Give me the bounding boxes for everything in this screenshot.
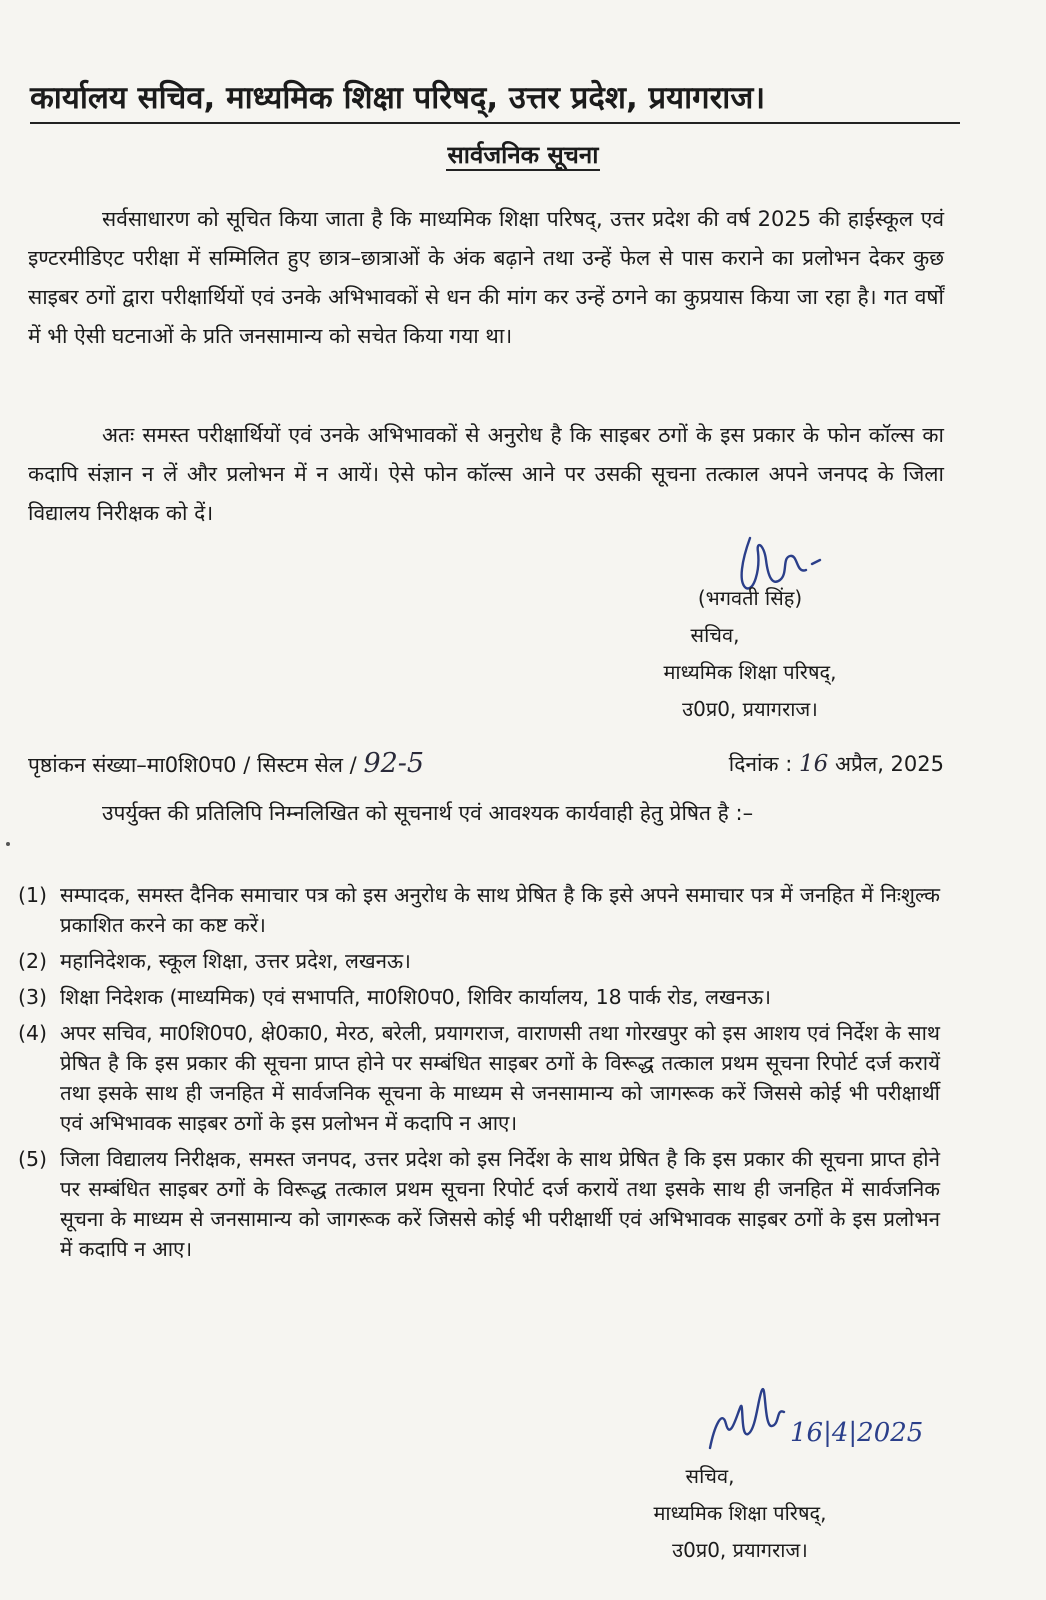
signatory-name: (भगवती सिंह)	[697, 586, 803, 610]
signature-block-2	[610, 1458, 870, 1569]
list-item	[18, 1018, 940, 1138]
list-item	[18, 946, 940, 976]
list-item-number: (3)	[18, 985, 48, 1009]
reference-number: 92-5	[363, 748, 425, 779]
signature-block-1	[620, 580, 880, 728]
list-item	[18, 1144, 940, 1264]
signatory-designation: सचिव,	[690, 623, 740, 647]
signatory-organization: माध्यमिक शिक्षा परिषद्,	[663, 660, 837, 684]
notice-title	[0, 138, 1046, 171]
list-item	[18, 982, 940, 1012]
notice-title-text: सार्वजनिक सूचना	[447, 141, 599, 169]
reference-line	[28, 744, 944, 784]
list-item-number: (4)	[18, 1021, 48, 1045]
copy-intro: उपर्युक्त की प्रतिलिपि निम्नलिखित को सूचनार्थ एवं आवश्यक कार्यवाही हेतु प्रेषित है :–	[102, 801, 754, 825]
signatory-designation: सचिव,	[685, 1464, 735, 1488]
list-item-text: महानिदेशक, स्कूल शिक्षा, उत्तर प्रदेश, लखनऊ।	[60, 949, 411, 973]
list-item-number: (1)	[18, 883, 48, 907]
list-item-text: अपर सचिव, मा0शि0प0, क्षे0का0, मेरठ, बरेली, प्रयागराज, वाराणसी तथा गोरखपुर को इस आशय एवं निर्देश के साथ प्रेषित है कि इस प्रकार की सूचना प्राप्त होने पर सम्बंधित साइबर ठगों के विरूद्ध तत्काल प्रथम सूचना रिपोर्ट दर्ज करायें तथा इसके साथ ही जनहित में सार्वजनिक सूचना के माध्यम से जनसामान्य को जागरूक करें जिससे कोई भी परीक्षार्थी एवं अभिभावक साइबर ठगों के इस प्रलोभन में कदापि न आए।	[60, 1021, 940, 1135]
date-day: 16	[799, 751, 829, 777]
signatory-location: उ0प्र0, प्रयागराज।	[672, 1538, 808, 1562]
signatory-organization: माध्यमिक शिक्षा परिषद्,	[653, 1501, 827, 1525]
paragraph-2: अतः समस्त परीक्षार्थियों एवं उनके अभिभावकों से अनुरोध है कि साइबर ठगों के इस प्रकार के फोन कॉल्स का कदापि संज्ञान न लें और प्रलोभन में न आयें। ऐसे फोन कॉल्स आने पर उसकी सूचना तत्काल अपने जनपद के जिला विद्यालय निरीक्षक को दें।	[28, 423, 944, 525]
copy-list	[18, 880, 940, 1270]
list-item-number: (5)	[18, 1147, 48, 1171]
handwritten-date: 16|4|2025	[790, 1418, 924, 1448]
date-label: दिनांक :	[728, 752, 793, 776]
date-rest: अप्रैल, 2025	[834, 752, 944, 776]
list-item	[18, 880, 940, 940]
reference-label: पृष्ठांकन संख्या–मा0शि0प0 / सिस्टम सेल /	[28, 753, 357, 777]
paragraph-1: सर्वसाधारण को सूचित किया जाता है कि माध्यमिक शिक्षा परिषद्, उत्तर प्रदेश की वर्ष 2025 की हाईस्कूल एवं इण्टरमीडिएट परीक्षा में सम्मिलित हुए छात्र–छात्राओं के अंक बढ़ाने तथा उन्हें फेल से पास कराने का प्रलोभन देकर कुछ साइबर ठगों द्वारा परीक्षार्थियों एवं उनके अभिभावकों से धन की मांग कर उन्हें ठगने का कुप्रयास किया जा रहा है। गत वर्षों में भी ऐसी घटनाओं के प्रति जनसामान्य को सचेत किया गया था।	[28, 207, 944, 348]
list-item-text: सम्पादक, समस्त दैनिक समाचार पत्र को इस अनुरोध के साथ प्रेषित है कि इसे अपने समाचार पत्र में जनहित में निःशुल्क प्रकाशित करने का कष्ट करें।	[60, 883, 940, 937]
list-item-text: शिक्षा निदेशक (माध्यमिक) एवं सभापति, मा0शि0प0, शिविर कार्यालय, 18 पार्क रोड, लखनऊ।	[60, 985, 772, 1009]
signatory-location: उ0प्र0, प्रयागराज।	[682, 697, 818, 721]
list-item-number: (2)	[18, 949, 48, 973]
list-item-text: जिला विद्यालय निरीक्षक, समस्त जनपद, उत्तर प्रदेश को इस निर्देश के साथ प्रेषित है कि इस प्रकार की सूचना प्राप्त होने पर सम्बंधित साइबर ठगों के विरूद्ध तत्काल प्रथम सूचना रिपोर्ट दर्ज करायें तथा इसके साथ ही जनहित में सार्वजनिक सूचना के माध्यम से जनसामान्य को जागरूक करें जिससे कोई भी परीक्षार्थी एवं अभिभावक साइबर ठगों के इस प्रलोभन में कदापि न आए।	[60, 1147, 940, 1261]
office-title: कार्यालय सचिव, माध्यमिक शिक्षा परिषद्, उत्तर प्रदेश, प्रयागराज।	[30, 76, 960, 124]
margin-dot	[6, 842, 10, 846]
